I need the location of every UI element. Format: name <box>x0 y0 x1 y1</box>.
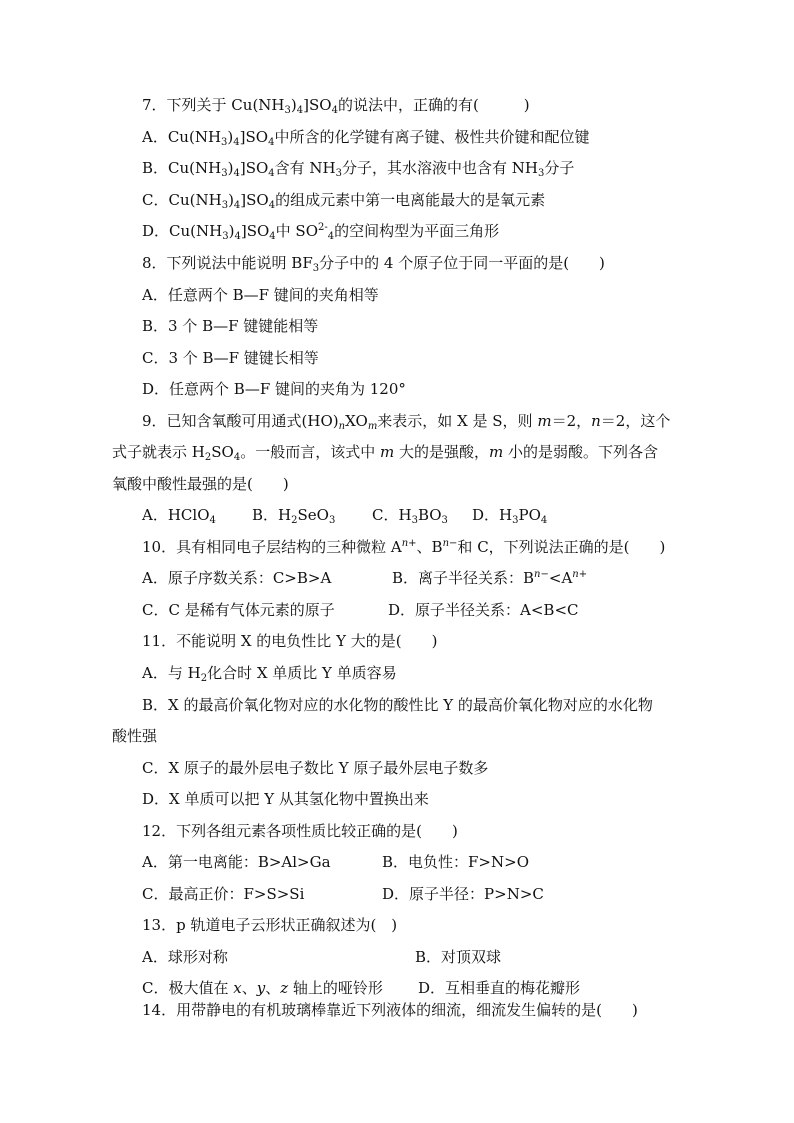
question-8-option-a: A．任意两个 B—F 键间的夹角相等 <box>142 286 379 304</box>
question-13-option-a: A．球形对称 <box>142 948 228 966</box>
question-9-option-c: C．$H_3BO_3$ <box>372 506 448 526</box>
question-13-option-b: B．对顶双球 <box>415 948 502 966</box>
question-13-option-c: C．极大值在 x、y、z 轴上的哑铃形 <box>142 979 383 997</box>
question-8-option-d: D．任意两个 B—F 键间的夹角为 120° <box>142 380 406 398</box>
question-12-option-b: B．电负性：F>N>O <box>382 853 529 871</box>
question-8-option-b: B．3 个 B—F 键键能相等 <box>142 317 319 335</box>
question-11-option-a: A．与 $H_2$化合时 X 单质比 Y 单质容易 <box>142 664 397 684</box>
question-11-stem: 11．不能说明 X 的电负性比 Y 大的是( ) <box>142 632 438 650</box>
question-12-options-row1 <box>142 852 794 872</box>
question-10-stem: 10．具有相同电子层结构的三种微粒 $A^{n+}$、$B^{n-}$和 C，下列说法正确的是( ) <box>142 538 666 556</box>
question-9-options <box>142 505 794 525</box>
question-12-options-row2 <box>142 884 794 904</box>
question-12-option-d: D．原子半径：P>N>C <box>382 885 544 903</box>
question-12-option-c: C．最高正价：F>S>Si <box>142 885 305 903</box>
question-13-options-row1 <box>142 947 794 967</box>
question-13-options-row2 <box>142 978 794 998</box>
question-11-option-d: D．X 单质可以把 Y 从其氢化物中置换出来 <box>142 790 429 808</box>
question-12-stem: 12．下列各组元素各项性质比较正确的是( ) <box>142 822 458 840</box>
question-11-option-b-line1: B．X 的最高价氧化物对应的水化物的酸性比 Y 的最高价氧化物对应的水化物 <box>142 696 653 714</box>
question-12-option-a: A．第一电离能：B>Al>Ga <box>142 853 331 871</box>
question-7-option-d: D．$Cu(NH_3)_4]SO_4$中 $SO^{2-}_4$的空间构型为平面三角形 <box>142 222 500 242</box>
question-11-option-c: C．X 原子的最外层电子数比 Y 原子最外层电子数多 <box>142 759 489 777</box>
question-9-option-d: D．$H_3PO_4$ <box>472 506 548 526</box>
question-9-option-a: A．HClO$_4$ <box>142 506 216 526</box>
question-10-option-d: D．原子半径关系：A<B<C <box>388 601 579 619</box>
question-14-stem: 14．用带静电的有机玻璃棒靠近下列液体的细流，细流发生偏转的是( ) <box>142 1001 638 1019</box>
question-7-stem: 7．下列关于 $Cu(NH_3)_4]SO_4$的说法中，正确的有( ) <box>142 96 530 116</box>
question-9-stem-line2: 式子就表示 $H_2SO_4$。一般而言，该式中 m 大的是强酸，m 小的是弱酸。下列各含 <box>112 443 658 463</box>
question-10-options-row2 <box>142 600 794 620</box>
question-13-option-d: D．互相垂直的梅花瓣形 <box>418 979 581 997</box>
question-8-stem: 8．下列说法中能说明 $BF_3$分子中的 4 个原子位于同一平面的是( ) <box>142 254 605 274</box>
question-9-stem-line1: 9．已知含氧酸可用通式$(HO)_nXO_m$来表示，如 X 是 S，则 m＝2，n＝2，这个 <box>142 412 671 432</box>
question-10-options-row1 <box>142 568 794 588</box>
question-7-option-b: B．$Cu(NH_3)_4]SO_4$含有 $NH_3$分子，其水溶液中也含有 $NH_3$分子 <box>142 159 575 179</box>
question-10-option-b: B．离子半径关系：$B^{n-}<A^{n+}$ <box>392 569 588 587</box>
question-13-stem: 13．p 轨道电子云形状正确叙述为( ) <box>142 916 398 934</box>
question-9-stem-line3: 氧酸中酸性最强的是( ) <box>112 475 289 493</box>
question-7-option-c: C．$Cu(NH_3)_4]SO_4$的组成元素中第一电离能最大的是氧元素 <box>142 191 546 211</box>
question-7-option-a: A．$Cu(NH_3)_4]SO_4$中所含的化学键有离子键、极性共价键和配位键 <box>142 128 590 148</box>
question-10-option-a: A．原子序数关系：C>B>A <box>142 569 332 587</box>
question-11-option-b-line2: 酸性强 <box>112 727 158 745</box>
question-10-option-c: C．C 是稀有气体元素的原子 <box>142 601 335 619</box>
question-8-option-c: C．3 个 B—F 键键长相等 <box>142 349 319 367</box>
question-9-option-b: B．$H_2SeO_3$ <box>252 506 336 526</box>
